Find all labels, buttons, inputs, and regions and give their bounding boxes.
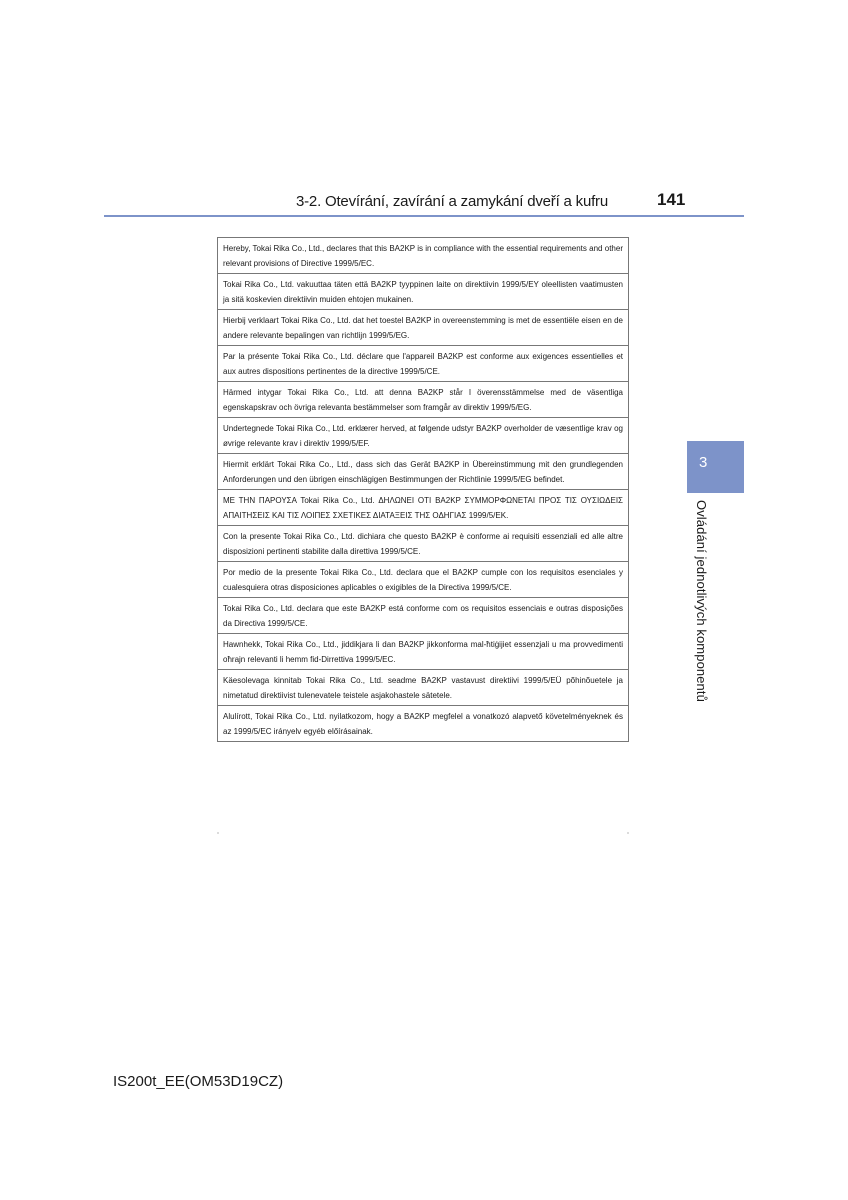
table-row xyxy=(218,310,629,346)
table-row xyxy=(218,418,629,454)
declaration-de: Hiermit erklärt Tokai Rika Co., Ltd., dass sich das Gerät BA2KP in Übereinstimmung mit den grundlegenden Anforderungen und den übrigen einschlägigen Bestimmungen der Richtlinie 1999/5/EG befindet. xyxy=(218,454,629,490)
table-row xyxy=(218,706,629,742)
chapter-title: Ovládání jednotlivých komponentů xyxy=(694,500,709,702)
table-row xyxy=(218,238,629,274)
header-divider xyxy=(104,215,744,217)
declaration-es: Por medio de la presente Tokai Rika Co., Ltd. declara que el BA2KP cumple con los requisitos esenciales y cualesquiera otras disposiciones aplicables o exigibles de la Directiva 1999/5/CE. xyxy=(218,562,629,598)
declaration-it: Con la presente Tokai Rika Co., Ltd. dichiara che questo BA2KP è conforme ai requisiti essenziali ed alle altre disposizioni pertinenti stabilite dalla direttiva 1999/5/CE. xyxy=(218,526,629,562)
table-row xyxy=(218,634,629,670)
declaration-da: Undertegnede Tokai Rika Co., Ltd. erklærer herved, at følgende udstyr BA2KP overholder de væsentlige krav og øvrige relevante krav i direktiv 1999/5/EF. xyxy=(218,418,629,454)
chapter-tab xyxy=(687,441,744,493)
table-row xyxy=(218,526,629,562)
declaration-pt: Tokai Rika Co., Ltd. declara que este BA2KP está conforme com os requisitos essenciais e outras disposições da Directiva 1999/5/CE. xyxy=(218,598,629,634)
crop-mark xyxy=(627,832,629,834)
table-row xyxy=(218,562,629,598)
declaration-nl: Hierbij verklaart Tokai Rika Co., Ltd. dat het toestel BA2KP in overeenstemming is met de essentiële eisen en de andere relevante bepalingen van richtlijn 1999/5/EG. xyxy=(218,310,629,346)
declarations-table xyxy=(217,237,629,742)
declaration-sv: Härmed intygar Tokai Rika Co., Ltd. att denna BA2KP står I överensstämmelse med de väsentliga egenskapskrav och övriga relevanta bestämmelser som framgår av direktiv 1999/5/EG. xyxy=(218,382,629,418)
table-row xyxy=(218,346,629,382)
declaration-el: ΜΕ ΤΗΝ ΠΑΡΟΥΣΑ Tokai Rika Co., Ltd. ΔΗΛΩΝΕΙ ΟΤΙ BA2KP ΣΥΜΜΟΡΦΩΝΕΤΑΙ ΠΡΟΣ ΤΙΣ ΟΥΣΙΩΔΕΙΣ ΑΠΑΙΤΗΣΕΙΣ ΚΑΙ ΤΙΣ ΛΟΙΠΕΣ ΣΧΕΤΙΚΕΣ ΔΙΑΤΑΞΕΙΣ ΤΗΣ ΟΔΗΓΙΑΣ 1999/5/ΕΚ. xyxy=(218,490,629,526)
page-number: 141 xyxy=(657,190,686,209)
manual-code: IS200t_EE(OM53D19CZ) xyxy=(113,1073,284,1090)
section-title: 3-2. Otevírání, zavírání a zamykání dveří a kufru xyxy=(295,193,608,210)
table-row xyxy=(218,490,629,526)
table-row xyxy=(218,274,629,310)
declaration-fi: Tokai Rika Co., Ltd. vakuuttaa täten että BA2KP tyyppinen laite on direktiivin 1999/5/EY oleellisten vaatimusten ja sitä koskevien direktiivin muiden ehtojen mukainen. xyxy=(218,274,629,310)
table-row xyxy=(218,454,629,490)
declaration-mt: Hawnhekk, Tokai Rika Co., Ltd., jiddikjara li dan BA2KP jikkonforma mal-ħtiġijiet essenzjali u ma provvedimenti oħrajn relevanti li hemm fid-Dirrettiva 1999/5/EC. xyxy=(218,634,629,670)
declaration-en: Hereby, Tokai Rika Co., Ltd., declares that this BA2KP is in compliance with the essential requirements and other relevant provisions of Directive 1999/5/EC. xyxy=(218,238,629,274)
table-row xyxy=(218,670,629,706)
declaration-fr: Par la présente Tokai Rika Co., Ltd. déclare que l'appareil BA2KP est conforme aux exigences essentielles et aux autres dispositions pertinentes de la directive 1999/5/CE. xyxy=(218,346,629,382)
table-row xyxy=(218,382,629,418)
crop-mark xyxy=(217,832,219,834)
declaration-hu: Alulírott, Tokai Rika Co., Ltd. nyilatkozom, hogy a BA2KP megfelel a vonatkozó alapvető követelményeknek és az 1999/5/EC irányelv egyéb előírásainak. xyxy=(218,706,629,742)
table-row xyxy=(218,598,629,634)
declaration-et: Käesolevaga kinnitab Tokai Rika Co., Ltd. seadme BA2KP vastavust direktiivi 1999/5/EÜ põhinõuetele ja nimetatud direktiivist tulenevatele teistele asjakohastele sätetele. xyxy=(218,670,629,706)
chapter-number: 3 xyxy=(699,454,708,471)
